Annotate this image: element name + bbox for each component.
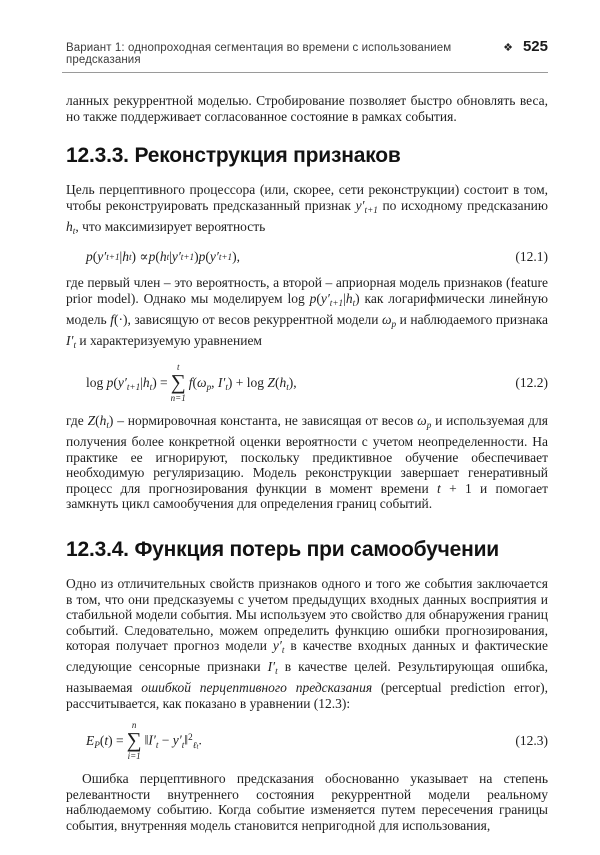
paragraph-continuation: ланных рекуррентной моделью. Стробирование позволяет быстро обновлять веса, но также поддерживает согласованное состояние в рамках события. [66,93,548,124]
sum-upper-limit: t [176,362,180,373]
equation-12-1 [66,249,548,265]
paragraph-reconstruction-goal: Цель перцептивного процессора (или, скорее, сети реконструкции) состоит в том, чтобы реконструировать предсказанный признак $y'_{t+1}$ по исходному предсказанию $h_t$, что максимизирует вероятность [66,182,548,236]
running-title: Вариант 1: однопроходная сегментация во времени с использованием предсказания [66,42,452,66]
sum-upper-limit: n [131,720,137,731]
page-header [62,0,548,73]
paragraph-after-eq2: где $Z(h_t)$ – нормировочная константа, не зависящая от весов $\omega_p$ и используемая для получения более конкретной оценки вероятности с учетом неопределенности. На практике ее игнорируют, поскольку предиктивное обучение обеспечивает необходимую регуляризацию. Модель реконструкции завершает генеративный процесс для прогнозирования функции в момент времени t + 1 и помогает замкнуть цикл самообучения для определения границ событий. [66,413,548,512]
paragraph-after-eq1: где первый член – это вероятность, а второй – априорная модель признаков (feature prior model). Однако мы моделируем $\log p(y'_{t+1}|h_t)$ как логарифмически линейную модель f(·), зависящую от весов рекуррентной модели $\omega_p$ и наблюдаемого признака $I'_t$ и характеризуемую уравнением [66,275,548,350]
equation-12-1-formula: p ( y′ t+1 | h t ) ∝ p ( h t | y′ t+1 ) p ( y′ t+1 ), [86,249,241,265]
equation-12-2-lhs: $\log p(y'_{t+1}|h_t)$ = [86,374,168,392]
summation-symbol [127,721,142,761]
sigma-icon: ∑ [170,370,186,395]
equation-12-2-number: (12.2) [515,375,548,391]
equation-12-3-formula [66,721,202,761]
paragraph-loss-intro: Одно из отличительных свойств признаков одного и того же события заключается в том, что они предсказуемы с учетом предыдущих входных данных восприятия и стабильной модели события. Мы используем это свойство для обнаружения границ событий. Следовательно, можем определить функцию ошибки прогнозирования, которая получает прогноз модели $y'_t$ в качестве входных данных и фактические следующие сенсорные признаки $I'_t$ в качестве целей. Результирующая ошибка, называемая ошибкой перцептивного предсказания (perceptual prediction error), рассчитывается, как показано в уравнении (12.3): [66,576,549,711]
equation-12-2 [66,363,548,403]
diamond-separator-icon: ❖ [503,42,513,54]
summation-symbol [171,363,186,403]
paragraph-after-eq3: Ошибка перцептивного предсказания обоснованно указывает на степень релевантности внутреннего состояния рекуррентной модели реальному наблюдаемому событию. Когда событие изменяется путем пересечения границы события, внутренняя модель становится непригодной для использования, [66,771,548,833]
equation-12-2-formula [66,363,297,403]
page-number: 525 [522,38,548,55]
sum-lower-limit: i=1 [127,751,141,762]
equation-12-3-number: (12.3) [515,733,548,749]
sigma-icon: ∑ [126,728,142,753]
equation-12-3-rhs: $‖I'_t$ − $y'_t‖^2_{\ell t}$. [144,731,202,751]
equation-12-3-lhs: $E_P(t)$ = [86,732,124,750]
equation-12-2-rhs: $f(\omega_p$, $I'_t) + \log Z(h_t)$, [188,374,297,392]
section-heading-12-3-3: 12.3.3. Реконструкция признаков [66,144,401,168]
sum-lower-limit: n=1 [170,393,186,404]
page-content [0,93,600,834]
equation-12-1-number: (12.1) [515,249,548,265]
section-heading-12-3-4: 12.3.4. Функция потерь при самообучении [66,538,500,562]
equation-12-3 [66,721,548,761]
